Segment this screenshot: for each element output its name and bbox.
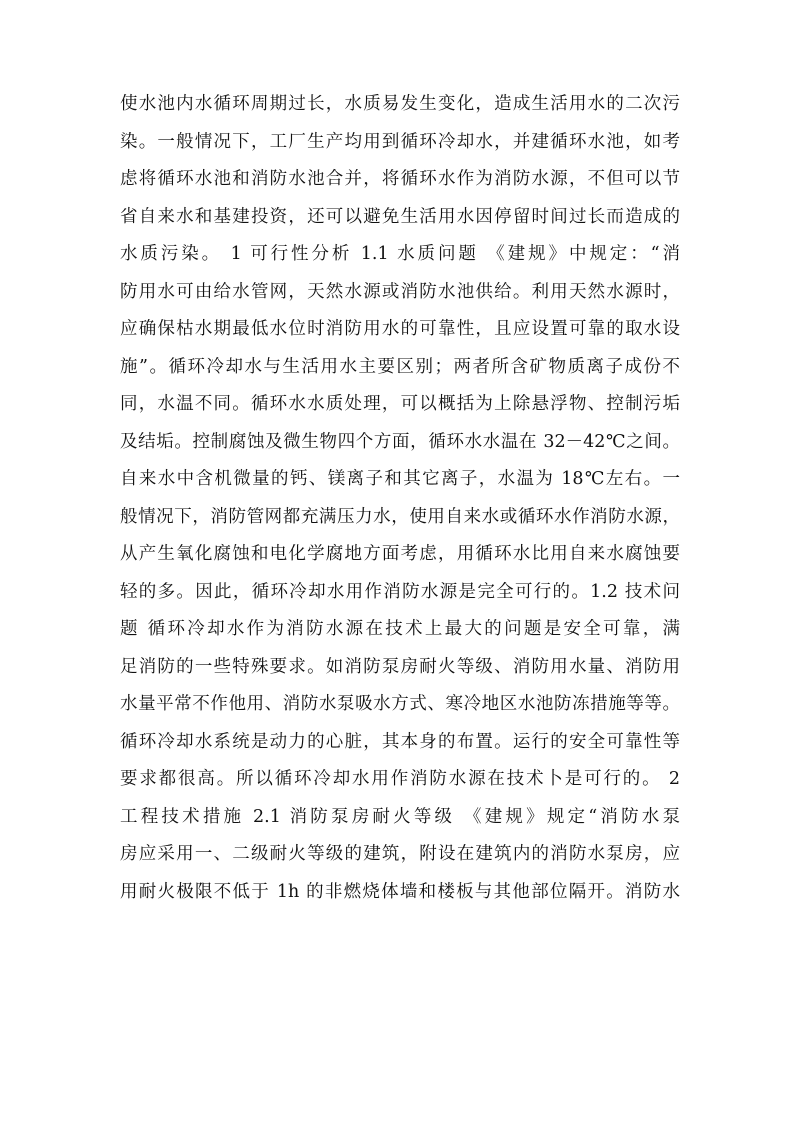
text-line: 及结垢。控制腐蚀及微生物四个方面，循环水水温在 32－42℃之间。 xyxy=(120,431,680,452)
text-line: 题 循环冷却水作为消防水源在技术上最大的问题是安全可靠，满 xyxy=(120,619,680,639)
text-line: 水质污染。 1 可行性分析 1.1 水质问题 《建规》中规定：“消 xyxy=(120,244,680,264)
text-line: 使水池内水循环周期过长，水质易发生变化，造成生活用水的二次污 xyxy=(120,94,680,114)
text-line: 施”。循环冷却水与生活用水主要区别；两者所含矿物质离子成份不 xyxy=(120,356,680,377)
text-line: 轻的多。因此，循环冷却水用作消防水源是完全可行的。1.2 技术问 xyxy=(120,581,680,602)
text-line: 般情况下，消防管网都充满压力水，使用自来水或循环水作消防水源， xyxy=(120,506,680,527)
text-line: 应确保枯水期最低水位时消防用水的可靠性，且应设置可靠的取水设 xyxy=(120,319,680,339)
text-line: 足消防的一些特殊要求。如消防泵房耐火等级、消防用水量、消防用 xyxy=(120,656,680,677)
text-line: 房应采用一、二级耐火等级的建筑，附设在建筑内的消防水泵房，应 xyxy=(120,844,680,864)
body-text xyxy=(120,86,680,911)
text-line: 省自来水和基建投资，还可以避免生活用水因停留时间过长而造成的 xyxy=(120,206,680,227)
text-line: 循环冷却水系统是动力的心脏，其本身的布置。运行的安全可靠性等 xyxy=(120,731,680,752)
text-line: 同，水温不同。循环水水质处理，可以概括为上除悬浮物、控制污垢 xyxy=(120,394,680,414)
text-line: 工程技术措施 2.1 消防泵房耐火等级 《建规》规定“消防水泵 xyxy=(120,806,680,827)
text-line: 要求都很高。所以循环冷却水用作消防水源在技术卜是可行的。 2 xyxy=(120,769,680,789)
text-line: 染。一般情况下，工厂生产均用到循环冷却水，并建循环水池，如考 xyxy=(120,131,680,152)
text-line: 虑将循环水池和消防水池合并，将循环水作为消防水源，不但可以节 xyxy=(120,169,680,189)
text-line: 用耐火极限不低于 1h 的非燃烧体墙和楼板与其他部位隔开。消防水 xyxy=(120,881,680,902)
text-line: 水量平常不作他用、消防水泵吸水方式、寒冷地区水池防冻措施等等。 xyxy=(120,694,680,714)
text-line: 防用水可由给水管网，天然水源或消防水池供给。利用天然水源时， xyxy=(120,281,680,302)
text-line: 从产生氧化腐蚀和电化学腐地方面考虑，用循环水比用自来水腐蚀要 xyxy=(120,544,680,564)
text-line: 自来水中含机微量的钙、镁离子和其它离子，水温为 18℃左右。一 xyxy=(120,469,680,489)
